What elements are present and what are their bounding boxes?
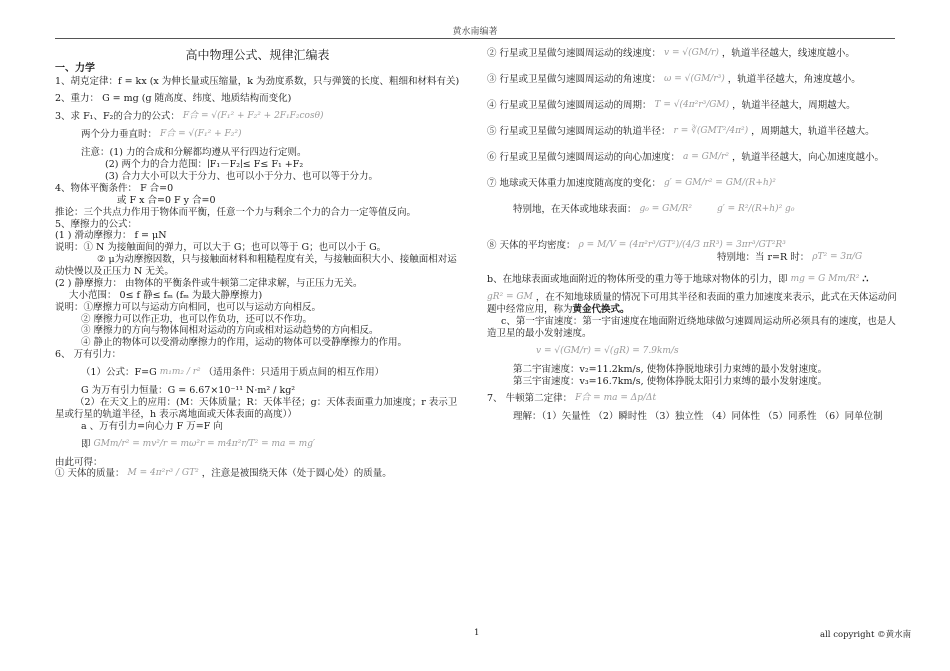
surface-gravity-eq-text: b、在地球表面或地面附近的物体所受的重力等于地球对物体的引力，即 <box>487 274 788 286</box>
gravitation-formula-label: （1）公式：F=G <box>81 367 157 379</box>
gravity-formula: 2、重力： G = mg (g 随高度、纬度、地质结构而变化) <box>55 93 292 105</box>
golden-term: 黄金代换式。 <box>572 304 630 315</box>
perpendicular-force-line <box>55 129 460 141</box>
gravity-height-label: ⑦ 地球或天体重力加速度随高度的变化： <box>487 178 662 190</box>
first-velocity-formula: v = √(GM/r) = √(gR) = 7.9km/s <box>536 345 679 356</box>
orbit-radius-note: ，周期越大，轨道半径越大。 <box>751 126 875 138</box>
period-label: ④ 行星或卫星做匀速圆周运动的周期： <box>487 100 652 112</box>
gravitational-constant: G 为万有引力恒量：G = 6.67×10⁻¹¹ N·m² / kg² <box>81 385 296 396</box>
page-number: 1 <box>474 628 480 638</box>
gravity-chain-formula: GMm/r² = mv²/r = mω²r = m4π²r/T² = ma = mg′ <box>93 438 316 449</box>
celestial-mass-line <box>55 468 460 480</box>
linear-velocity-formula: v = √(GM/r) <box>664 48 719 58</box>
doc-title: 高中物理公式、规律汇编表 <box>185 48 330 62</box>
surface-gravity-eq-formula: mg = G Mm/R² <box>790 274 860 284</box>
orbit-radius-label: ⑤ 行星或卫星做匀速圆周运动的轨道半径： <box>487 126 671 138</box>
newton-second-law-label: 7、 牛顿第二定律： <box>487 393 573 405</box>
page-header-author: 黄水南编著 <box>452 27 498 37</box>
gravitation-condition: （适用条件：只适用于质点间的相互作用） <box>203 367 385 379</box>
gravity-height-formula: g′ = GM/r² = GM/(R+h)² <box>664 178 776 188</box>
centripetal-acc-label: ⑥ 行星或卫星做匀速圆周运动的向心加速度： <box>487 152 681 164</box>
celestial-mass-formula: M = 4π²r³ / GT² <box>127 468 199 479</box>
friction-remark-3: ③ 摩擦力的方向与物体间相对运动的方向或相对运动趋势的方向相反。 <box>81 325 379 337</box>
hooke-law: 1、胡克定律：f = kx (x 为伸长量或压缩量，k 为劲度系数，只与弹簧的长度、粗细和材料有关) <box>55 75 460 87</box>
header-rule <box>55 38 895 39</box>
gravity-chain-label: 即 <box>81 438 91 450</box>
period-note: ，轨道半径越大，周期越大。 <box>732 100 856 112</box>
resultant-force-label: 3、求 F₁、F₂的合力的公式： <box>55 111 180 123</box>
celestial-mass-note: ，注意是被围绕天体（处于圆心处）的质量。 <box>201 468 392 480</box>
density-line <box>487 240 897 252</box>
second-cosmic-velocity: 第二宇宙速度：v₂=11.2km/s, 使物体挣脱地球引力束缚的最小发射速度。 <box>513 363 828 375</box>
perpendicular-force-formula: F合 = √(F₁² + F₂²) <box>160 129 242 140</box>
resultant-force-line <box>55 111 460 123</box>
derived-heading: 由此可得： <box>55 456 103 468</box>
density-special-label: 特别地：当 r=R 时： <box>717 252 810 264</box>
left-column <box>55 48 460 480</box>
surface-gravity-eq-line <box>487 274 897 286</box>
sliding-friction: (1 ) 滑动摩擦力： f = μN <box>55 230 167 242</box>
celestial-mass-label: ① 天体的质量： <box>55 468 125 480</box>
first-velocity-formula-line <box>487 346 897 358</box>
density-formula: ρ = M/V = (4π²r³/GT²)/(4/3 πR³) = 3πr³/GT²R³ <box>578 240 786 250</box>
right-column <box>487 48 897 423</box>
surface-gravity-formula: g₀ = GM/R² <box>639 204 692 214</box>
friction-remark-1: 说明：①摩擦力可以与运动方向相同，也可以与运动方向相反。 <box>55 301 322 313</box>
centripetal-equivalence: a 、万有引力=向心力 F 万=F 向 <box>81 420 223 432</box>
friction-note-2: ② μ为动摩擦因数，只与接触面材料和粗糙程度有关，与接触面积大小、接触面相对运动快慢以及正压力 N 无关。 <box>55 254 457 277</box>
angular-velocity-label: ③ 行星或卫星做匀速圆周运动的角速度： <box>487 74 662 86</box>
first-cosmic-velocity: c、第一宇宙速度：第一宇宙速度在地面附近绕地球做匀速圆周运动所必须具有的速度，也是人造卫星的最小发射速度。 <box>487 315 896 339</box>
gravitation-heading: 6、 万有引力： <box>55 349 122 361</box>
linear-velocity-line <box>487 48 897 60</box>
density-label: ⑧ 天体的平均密度： <box>487 240 576 252</box>
gravity-chain-line <box>55 439 460 451</box>
friction-remark-2: ② 摩擦力可以作正功，也可以作负功，还可以不作功。 <box>81 313 313 325</box>
density-special-line <box>487 252 897 264</box>
newton-second-law-line <box>487 393 897 405</box>
centripetal-acc-line <box>487 152 897 164</box>
gravitation-formula: m₁m₂ / r² <box>159 367 201 377</box>
orbit-radius-formula: r = ∛(GMT²/4π²) <box>673 126 749 136</box>
note-2: (2) 两个力的合力范围：∣F₁－F₂∣≤ F≤ F₁ +F₂ <box>105 159 304 171</box>
surface-gravity-label: 特别地，在天体或地球表面： <box>513 204 637 216</box>
angular-velocity-note: ，轨道半径越大，角速度越小。 <box>727 74 861 86</box>
copyright-notice: all copyright ©黄水南 <box>820 630 912 640</box>
centripetal-acc-note: ，轨道半径越大，向心加速度越小。 <box>732 152 885 164</box>
golden-formula: gR² = GM <box>487 292 533 302</box>
period-formula: T = √(4π²r³/GM) <box>654 100 730 110</box>
orbit-radius-line <box>487 126 897 138</box>
equilibrium-components: 或 F x 合=0 F y 合=0 <box>117 194 216 206</box>
surface-gravity-line <box>487 204 897 216</box>
newton-understanding: 理解：（1）矢量性 （2）瞬时性 （3）独立性 （4）同体性 （5）同系性 （6）同单位制 <box>513 411 883 423</box>
centripetal-acc-formula: a = GM/r² <box>683 152 730 162</box>
perpendicular-force-label: 两个分力垂直时： <box>81 129 158 141</box>
friction-heading: 5、摩擦力的公式： <box>55 218 138 230</box>
friction-note-1: 说明：① N 为接触面间的弹力，可以大于 G；也可以等于 G；也可以小于 G。 <box>55 242 387 254</box>
static-friction: (2 ) 静摩擦力： 由物体的平衡条件或牛顿第二定律求解，与正压力无关。 <box>55 277 363 289</box>
third-cosmic-velocity: 第三宇宙速度：v₃=16.7km/s, 使物体挣脱太阳引力束缚的最小发射速度。 <box>513 375 828 387</box>
resultant-force-formula: F合 = √(F₁² + F₂² + 2F₁F₂cosθ) <box>182 111 324 122</box>
period-line <box>487 100 897 112</box>
static-friction-range: 大小范围： 0≤ f 静≤ fₘ (fₘ 为最大静摩擦力) <box>69 289 263 301</box>
note-3: (3) 合力大小可以大于分力、也可以小于分力、也可以等于分力。 <box>105 171 378 182</box>
golden-text: ，在不知地球质量的情况下可用其半径和表面的重力加速度来表示，此式在天体运动问题中经常应用，称为 <box>487 292 897 315</box>
linear-velocity-note: ，轨道半径越大，线速度越小。 <box>721 48 855 60</box>
angular-velocity-formula: ω = √(GM/r³) <box>664 74 725 84</box>
gravity-height-line <box>487 178 897 190</box>
gravitation-formula-line <box>55 367 460 379</box>
astronomy-application: （2）在天文上的应用：(M：天体质量；R：天体半径；g：天体表面重力加速度；r 表示卫星或行星的轨道半径，h 表示离地面或天体表面的高度）） <box>55 396 458 420</box>
angular-velocity-line <box>487 74 897 86</box>
section-mechanics: 一、力学 <box>55 63 95 74</box>
linear-velocity-label: ② 行星或卫星做匀速圆周运动的线速度： <box>487 48 662 60</box>
note-1: 注意：(1) 力的合成和分解都均遵从平行四边行定则。 <box>81 147 307 159</box>
equilibrium-corollary: 推论：三个共点力作用于物体而平衡，任意一个力与剩余二个力的合力一定等值反向。 <box>55 206 417 218</box>
equilibrium-condition: 4、物体平衡条件： F 合=0 <box>55 182 174 194</box>
friction-remark-4: ④ 静止的物体可以受滑动摩擦力的作用，运动的物体可以受静摩擦力的作用。 <box>81 337 408 349</box>
newton-second-law-formula: F合 = ma = Δp/Δt <box>575 393 657 404</box>
height-gravity-ratio-formula: g′ = R²/(R+h)² g₀ <box>716 204 795 214</box>
therefore-symbol: ∴ <box>862 274 869 286</box>
golden-substitution <box>487 292 897 316</box>
density-special-formula: ρT² = 3π/G <box>812 252 863 262</box>
